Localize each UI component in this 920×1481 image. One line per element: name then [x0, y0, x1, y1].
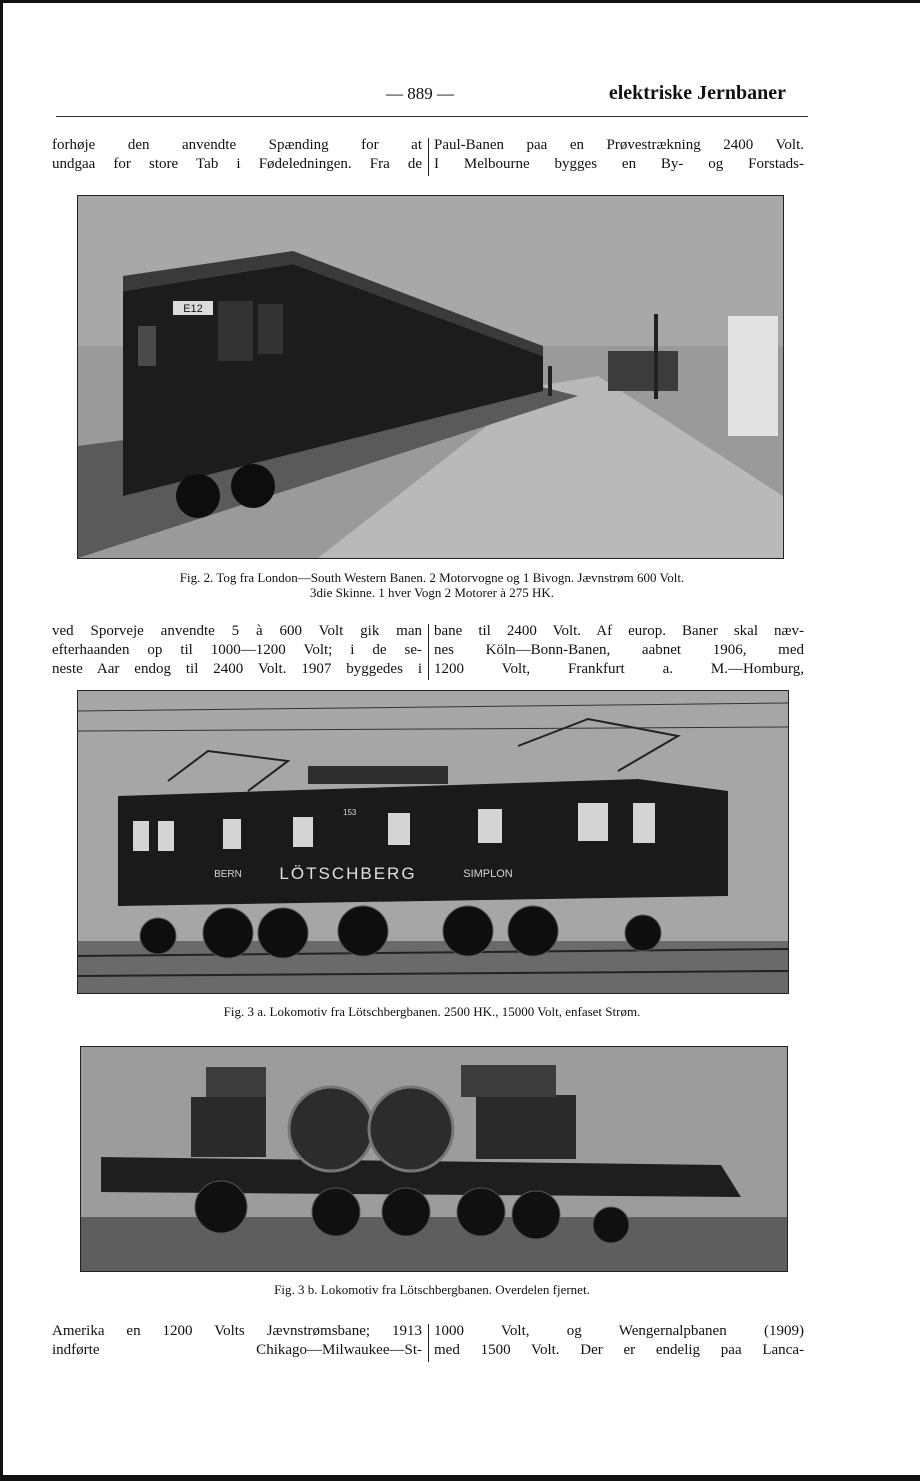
loco-number: 153: [343, 808, 357, 817]
text-line: undgaa for store Tab i Fødeledningen. Fra de: [52, 156, 422, 172]
figure-3a-photo: [77, 690, 789, 994]
locomotive-chassis-illustration: [81, 1047, 787, 1271]
text-line: I Melbourne bygges en By- og Forstads-: [434, 156, 804, 172]
scan-border-top: [0, 0, 920, 3]
text-column-left: [52, 136, 422, 174]
text-column-right: [434, 622, 804, 679]
train-platform-illustration: [78, 196, 783, 558]
text-line: Amerika en 1200 Volts Jævnstrømsbane; 1913: [52, 1323, 422, 1339]
text-line: nes Köln—Bonn-Banen, aabnet 1906, med: [434, 642, 804, 658]
figure-3b-photo: [80, 1046, 788, 1272]
figure-2-photo: [77, 195, 784, 559]
caption-line: Fig. 2. Tog fra London—South Western Banen. 2 Motorvogne og 1 Bivogn. Jævnstrøm 600 Volt.: [179, 570, 685, 585]
car-number: E12: [183, 303, 203, 315]
text-line: forhøje den anvendte Spænding for at: [52, 137, 422, 153]
caption-line: Fig. 3 b. Lokomotiv fra Lötschbergbanen. Overdelen fjernet.: [274, 1282, 590, 1297]
loco-lettering-center: LÖTSCHBERG: [279, 864, 417, 883]
column-divider: [428, 624, 429, 680]
scan-border-left: [0, 0, 3, 1481]
text-line: bane til 2400 Volt. Af europ. Baner skal næv-: [434, 623, 804, 639]
loco-lettering-right: SIMPLON: [463, 868, 513, 880]
page-number: — 889 —: [386, 84, 454, 103]
text-column-right: [434, 136, 804, 174]
text-line: neste Aar endog til 2400 Volt. 1907 byggedes i: [52, 661, 422, 677]
figure-3b-caption: [56, 1282, 808, 1297]
text-line: indførte Chikago—Milwaukee—St-: [52, 1342, 422, 1358]
electric-locomotive-illustration: [78, 691, 788, 993]
header-rule: [56, 116, 808, 117]
text-column-left: [52, 622, 422, 679]
text-line: med 1500 Volt. Der er endelig paa Lanca-: [434, 1342, 804, 1358]
column-divider: [428, 138, 429, 176]
text-line: efterhaanden op til 1000—1200 Volt; i de se-: [52, 642, 422, 658]
figure-2-caption: [56, 570, 808, 600]
caption-line: 3die Skinne. 1 hver Vogn 2 Motorer à 275 HK.: [310, 585, 554, 600]
text-column-left: [52, 1322, 422, 1360]
text-line: Paul-Banen paa en Prøvestrækning 2400 Volt.: [434, 137, 804, 153]
caption-line: Fig. 3 a. Lokomotiv fra Lötschbergbanen. 2500 HK., 15000 Volt, enfaset Strøm.: [223, 1004, 641, 1019]
text-line: 1000 Volt, og Wengernalpbanen (1909): [434, 1323, 804, 1339]
text-column-right: [434, 1322, 804, 1360]
column-divider: [428, 1324, 429, 1362]
loco-lettering-left: BERN: [214, 869, 242, 880]
page-header: [56, 80, 808, 110]
running-head: elektriske Jernbaner: [608, 82, 786, 104]
text-line: ved Sporveje anvendte 5 à 600 Volt gik man: [52, 623, 422, 639]
text-line: 1200 Volt, Frankfurt a. M.—Homburg,: [434, 661, 804, 677]
figure-3a-caption: [56, 1004, 808, 1019]
scan-border-bottom: [0, 1475, 920, 1481]
